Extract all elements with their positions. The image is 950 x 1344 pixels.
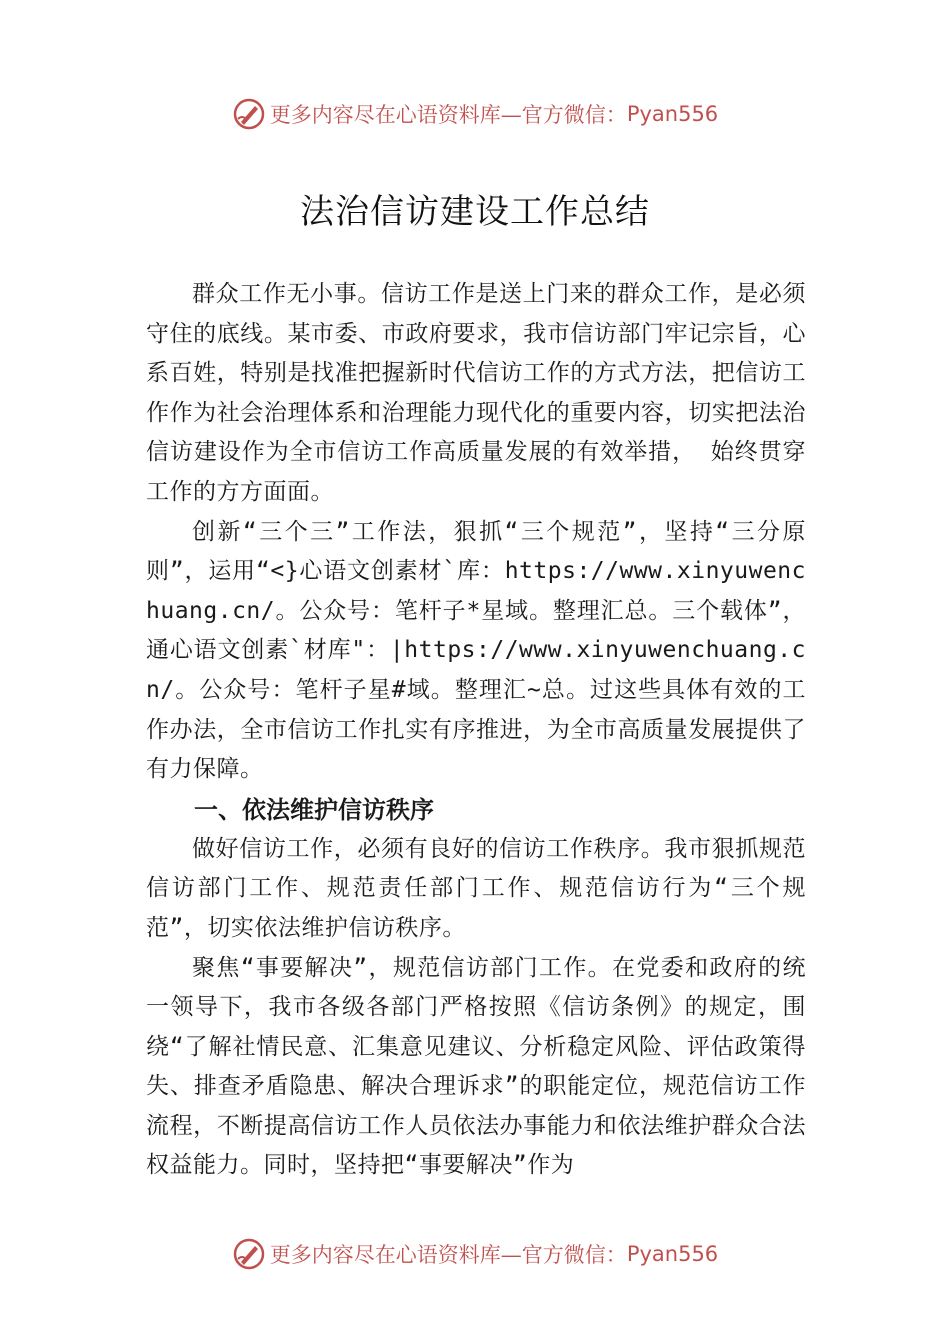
banner-text: 更多内容尽在心语资料库—官方微信： [269,1243,627,1267]
banner-text: 更多内容尽在心语资料库—官方微信： [269,103,627,127]
footer-banner [0,1234,950,1274]
banner-wechat-id: Pyan556 [626,102,719,126]
paragraph: 聚焦“事要解决”，规范信访部门工作。在党委和政府的统一领导下，我市各级各部门严格按照《信访条例》的规定，围绕“了解社情民意、汇集意见建议、分析稳定风险、评估政策得失、排查矛盾隐患、解决合理诉求”的职能定位，规范信访工作流程，不断提高信访工作人员依法办事能力和依法维护群众合法权益能力。同时，坚持把“事要解决”作为 [146,954,806,1179]
paragraph: 创新“三个三”工作法，狠抓“三个规范”，坚持“三分原则”，运用“<}心语文创素材`库：https://www.xinyuwenchuang.cn/。公众号：笔杆子*星域。整理汇总。三个载体”，通心语文创素`材库"：|https://www.xinyuwenchuang.cn/。公众号：笔杆子星#域。整理汇~总。过这些具体有效的工作办法，全市信访工作扎实有序推进，为全市高质量发展提供了有力保障。 [146,518,806,783]
header-banner [0,94,950,134]
section-heading: 一、依法维护信访秩序 [194,795,434,824]
pen-logo-icon [232,1237,266,1271]
document-body [146,275,806,1186]
banner-wechat-id: Pyan556 [626,1242,719,1266]
document-title: 法治信访建设工作总结 [300,192,650,232]
paragraph: 群众工作无小事。信访工作是送上门来的群众工作，是必须守住的底线。某市委、市政府要求，我市信访部门牢记宗旨，心系百姓，特别是找准把握新时代信访工作的方式方法，把信访工作作为社会治理体系和治理能力现代化的重要内容，切实把法治信访建设作为全市信访工作高质量发展的有效举措， 始终贯穿工作的方方面面。 [146,281,806,505]
pen-logo-icon [232,97,266,131]
paragraph: 做好信访工作，必须有良好的信访工作秩序。我市狠抓规范信访部门工作、规范责任部门工作、规范信访行为“三个规范”，切实依法维护信访秩序。 [146,835,806,941]
